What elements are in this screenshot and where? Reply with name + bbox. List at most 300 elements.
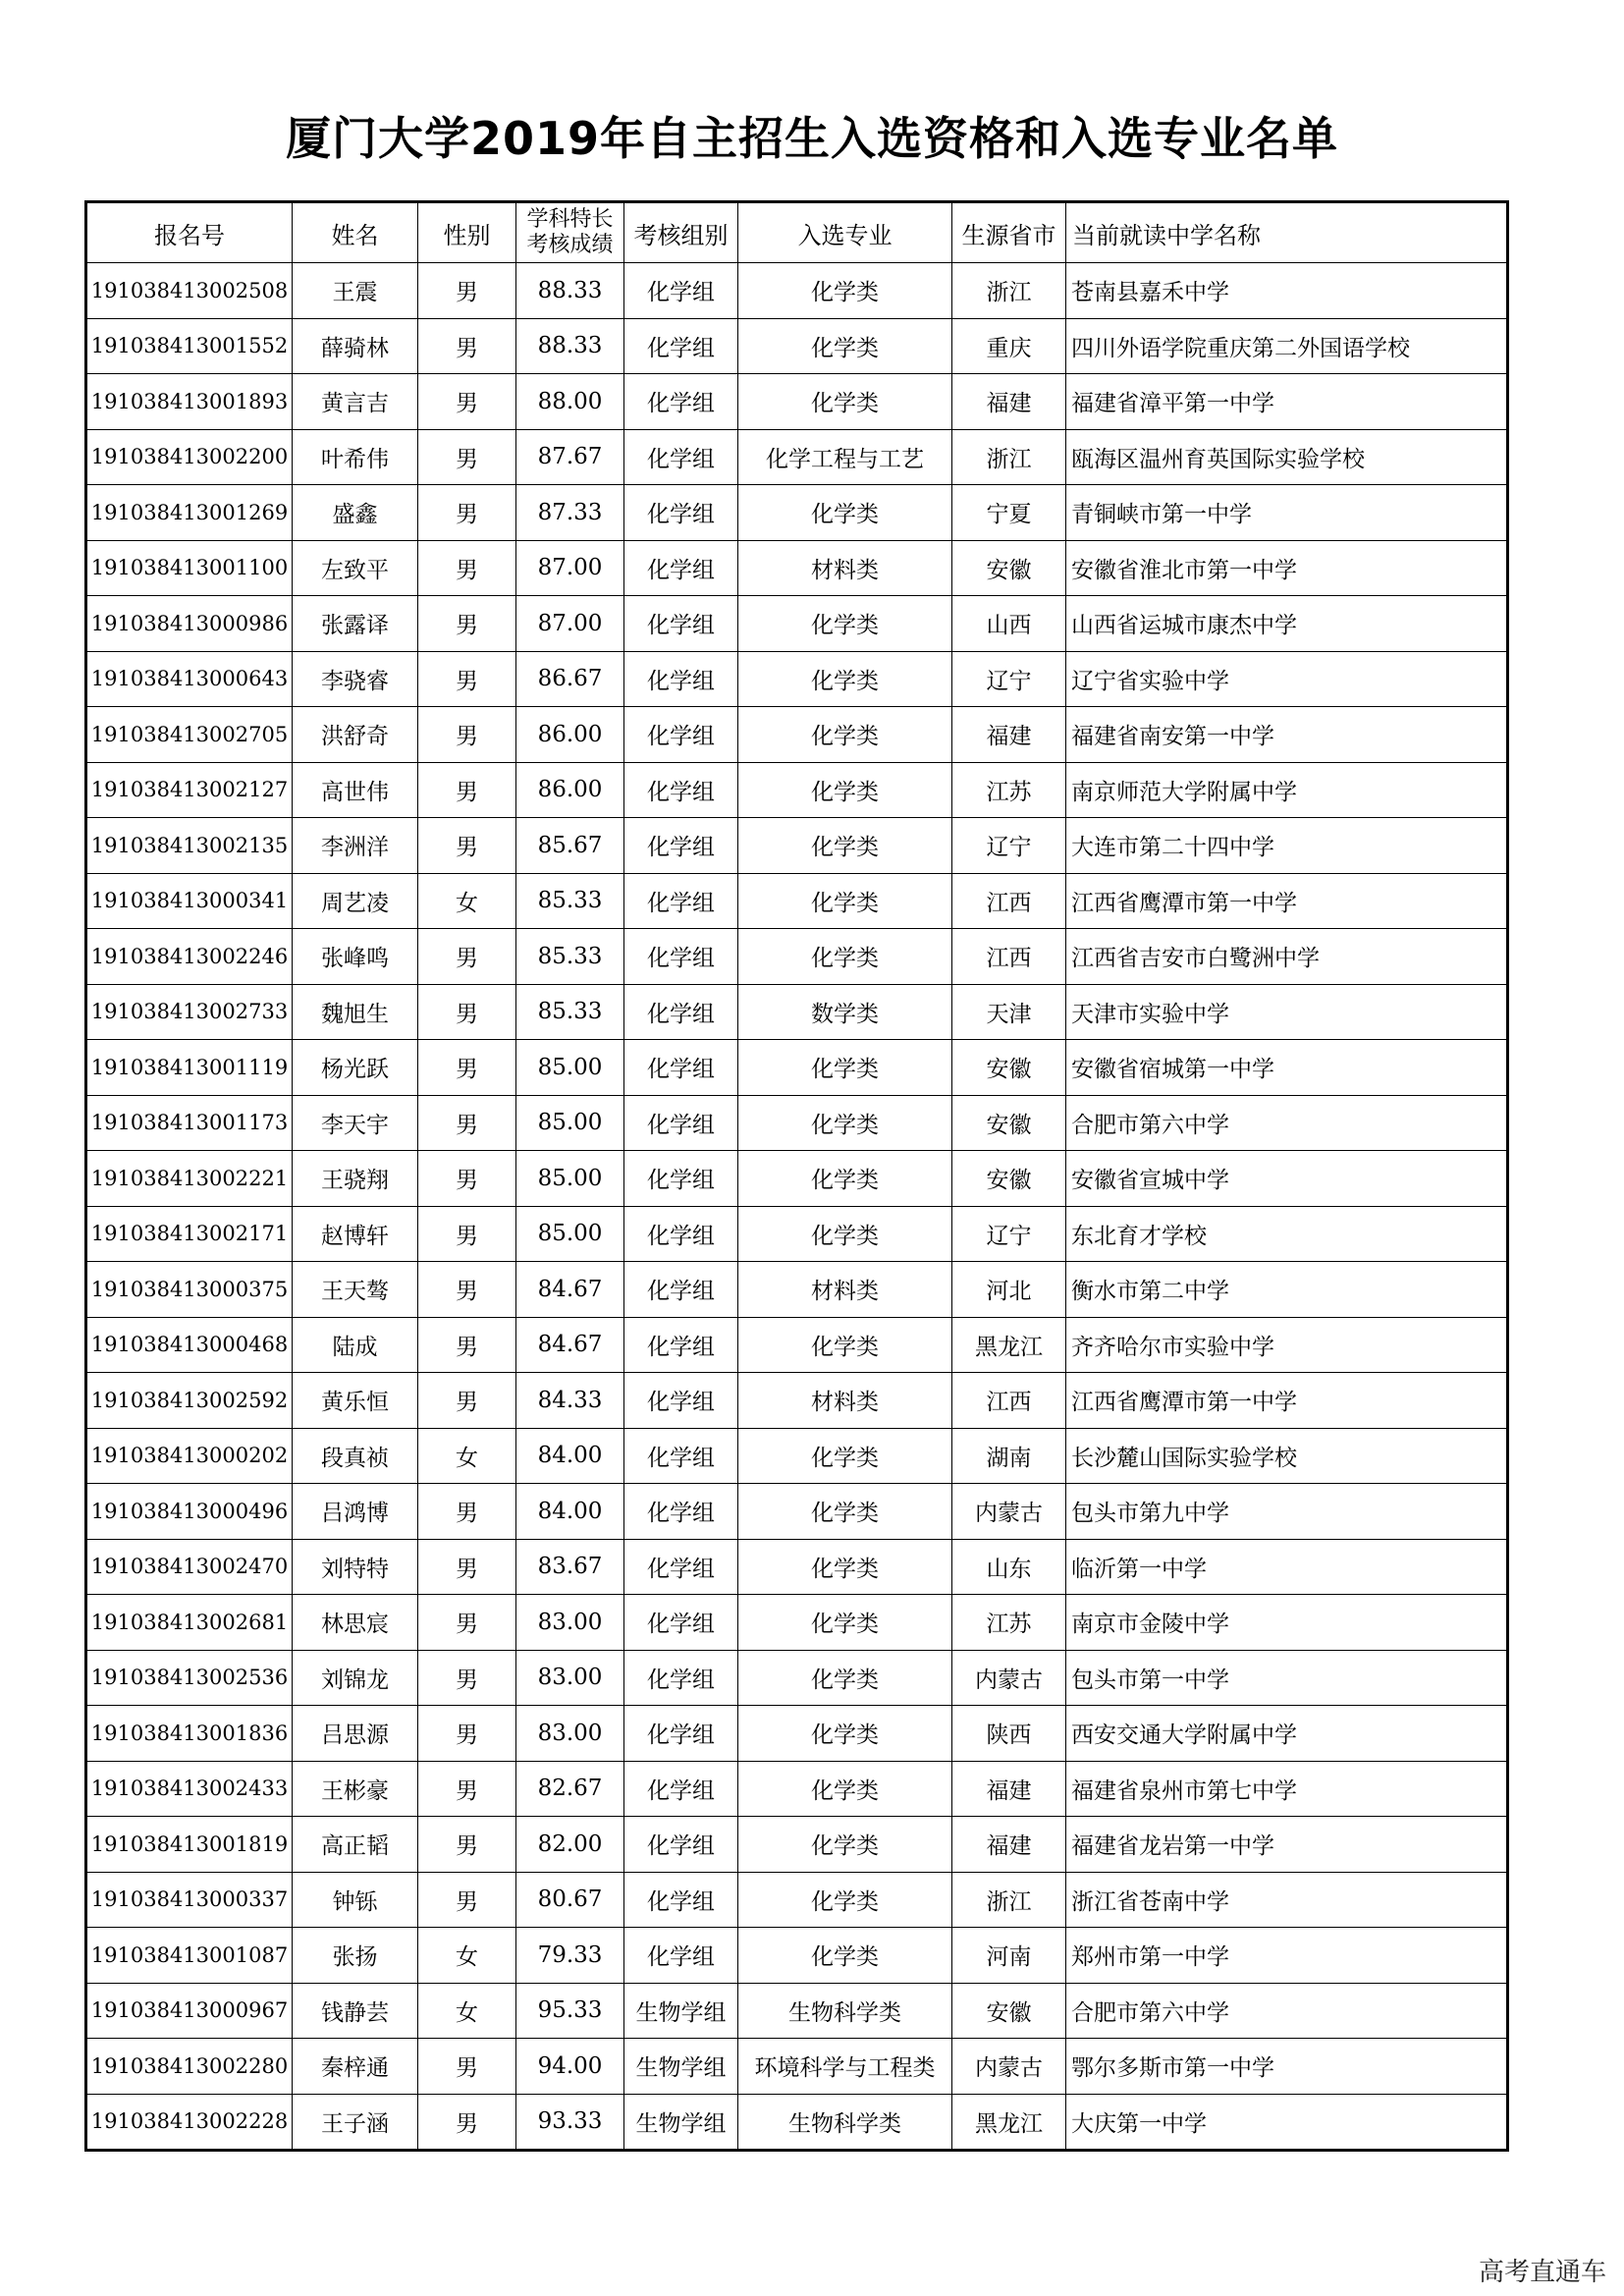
reg-no-cell: 191038413000375 bbox=[86, 1262, 293, 1318]
reg-no-cell: 191038413002592 bbox=[86, 1373, 293, 1429]
province-cell: 内蒙古 bbox=[952, 1484, 1066, 1540]
name-cell: 钟铄 bbox=[293, 1872, 418, 1928]
name-cell: 张峰鸣 bbox=[293, 929, 418, 985]
reg-no-cell: 191038413002246 bbox=[86, 929, 293, 985]
group-cell: 化学组 bbox=[624, 1817, 738, 1873]
reg-no-cell: 191038413002536 bbox=[86, 1650, 293, 1706]
group-cell: 化学组 bbox=[624, 1151, 738, 1207]
gender-cell: 男 bbox=[418, 1706, 516, 1762]
group-cell: 化学组 bbox=[624, 873, 738, 929]
gender-cell: 男 bbox=[418, 429, 516, 485]
score-cell: 83.00 bbox=[516, 1650, 624, 1706]
province-cell: 福建 bbox=[952, 1817, 1066, 1873]
score-cell: 86.00 bbox=[516, 762, 624, 818]
gender-cell: 男 bbox=[418, 374, 516, 430]
table-row bbox=[86, 1095, 1508, 1151]
header-score bbox=[516, 202, 624, 263]
major-cell: 化学类 bbox=[738, 707, 952, 763]
reg-no-cell: 191038413002171 bbox=[86, 1206, 293, 1262]
name-cell: 黄乐恒 bbox=[293, 1373, 418, 1429]
name-cell: 李洲洋 bbox=[293, 818, 418, 874]
group-cell: 化学组 bbox=[624, 1928, 738, 1984]
table-header-row bbox=[86, 202, 1508, 263]
name-cell: 左致平 bbox=[293, 540, 418, 596]
reg-no-cell: 191038413001893 bbox=[86, 374, 293, 430]
gender-cell: 男 bbox=[418, 318, 516, 374]
school-cell: 大连市第二十四中学 bbox=[1066, 818, 1508, 874]
reg-no-cell: 191038413002681 bbox=[86, 1595, 293, 1651]
province-cell: 黑龙江 bbox=[952, 2094, 1066, 2151]
score-cell: 79.33 bbox=[516, 1928, 624, 1984]
score-cell: 85.00 bbox=[516, 1151, 624, 1207]
table-row bbox=[86, 929, 1508, 985]
header-gender: 性别 bbox=[418, 202, 516, 263]
table-row bbox=[86, 2039, 1508, 2095]
major-cell: 材料类 bbox=[738, 1373, 952, 1429]
score-cell: 84.67 bbox=[516, 1262, 624, 1318]
school-cell: 长沙麓山国际实验学校 bbox=[1066, 1428, 1508, 1484]
table-row bbox=[86, 374, 1508, 430]
group-cell: 化学组 bbox=[624, 1317, 738, 1373]
score-cell: 80.67 bbox=[516, 1872, 624, 1928]
group-cell: 化学组 bbox=[624, 1373, 738, 1429]
group-cell: 化学组 bbox=[624, 929, 738, 985]
major-cell: 化学类 bbox=[738, 1928, 952, 1984]
name-cell: 李骁睿 bbox=[293, 651, 418, 707]
gender-cell: 男 bbox=[418, 1151, 516, 1207]
group-cell: 化学组 bbox=[624, 1706, 738, 1762]
major-cell: 生物科学类 bbox=[738, 1983, 952, 2039]
province-cell: 河北 bbox=[952, 1262, 1066, 1318]
group-cell: 生物学组 bbox=[624, 2094, 738, 2151]
reg-no-cell: 191038413001100 bbox=[86, 540, 293, 596]
score-cell: 87.00 bbox=[516, 596, 624, 652]
gender-cell: 男 bbox=[418, 1373, 516, 1429]
school-cell: 齐齐哈尔市实验中学 bbox=[1066, 1317, 1508, 1373]
province-cell: 辽宁 bbox=[952, 1206, 1066, 1262]
gender-cell: 男 bbox=[418, 485, 516, 541]
group-cell: 化学组 bbox=[624, 429, 738, 485]
school-cell: 浙江省苍南中学 bbox=[1066, 1872, 1508, 1928]
reg-no-cell: 191038413002280 bbox=[86, 2039, 293, 2095]
gender-cell: 男 bbox=[418, 1539, 516, 1595]
reg-no-cell: 191038413002733 bbox=[86, 984, 293, 1040]
gender-cell: 男 bbox=[418, 1761, 516, 1817]
school-cell: 辽宁省实验中学 bbox=[1066, 651, 1508, 707]
school-cell: 福建省南安第一中学 bbox=[1066, 707, 1508, 763]
major-cell: 化学类 bbox=[738, 651, 952, 707]
score-cell: 83.67 bbox=[516, 1539, 624, 1595]
group-cell: 化学组 bbox=[624, 1595, 738, 1651]
major-cell: 材料类 bbox=[738, 1262, 952, 1318]
province-cell: 安徽 bbox=[952, 540, 1066, 596]
major-cell: 化学类 bbox=[738, 1151, 952, 1207]
gender-cell: 男 bbox=[418, 1095, 516, 1151]
table-row bbox=[86, 1484, 1508, 1540]
major-cell: 化学类 bbox=[738, 1040, 952, 1096]
gender-cell: 女 bbox=[418, 1928, 516, 1984]
name-cell: 王震 bbox=[293, 263, 418, 319]
major-cell: 环境科学与工程类 bbox=[738, 2039, 952, 2095]
score-cell: 82.67 bbox=[516, 1761, 624, 1817]
school-cell: 南京师范大学附属中学 bbox=[1066, 762, 1508, 818]
major-cell: 化学类 bbox=[738, 1484, 952, 1540]
name-cell: 薛骑林 bbox=[293, 318, 418, 374]
name-cell: 秦梓通 bbox=[293, 2039, 418, 2095]
score-cell: 88.33 bbox=[516, 263, 624, 319]
province-cell: 江西 bbox=[952, 1373, 1066, 1429]
group-cell: 化学组 bbox=[624, 1761, 738, 1817]
name-cell: 洪舒奇 bbox=[293, 707, 418, 763]
table-body bbox=[86, 263, 1508, 2151]
page-title: 厦门大学2019年自主招生入选资格和入选专业名单 bbox=[285, 112, 1339, 165]
reg-no-cell: 191038413002470 bbox=[86, 1539, 293, 1595]
table-row bbox=[86, 1206, 1508, 1262]
score-cell: 85.00 bbox=[516, 1206, 624, 1262]
score-cell: 86.00 bbox=[516, 707, 624, 763]
score-cell: 94.00 bbox=[516, 2039, 624, 2095]
province-cell: 内蒙古 bbox=[952, 1650, 1066, 1706]
school-cell: 包头市第一中学 bbox=[1066, 1650, 1508, 1706]
score-cell: 85.33 bbox=[516, 929, 624, 985]
name-cell: 黄言吉 bbox=[293, 374, 418, 430]
header-score-line1: 学科特长 bbox=[526, 207, 614, 232]
score-cell: 83.00 bbox=[516, 1595, 624, 1651]
score-cell: 84.00 bbox=[516, 1484, 624, 1540]
reg-no-cell: 191038413001087 bbox=[86, 1928, 293, 1984]
major-cell: 化学类 bbox=[738, 485, 952, 541]
school-cell: 西安交通大学附属中学 bbox=[1066, 1706, 1508, 1762]
name-cell: 吕鸿博 bbox=[293, 1484, 418, 1540]
table-row bbox=[86, 1428, 1508, 1484]
province-cell: 陕西 bbox=[952, 1706, 1066, 1762]
gender-cell: 男 bbox=[418, 1206, 516, 1262]
table-row bbox=[86, 1539, 1508, 1595]
school-cell: 临沂第一中学 bbox=[1066, 1539, 1508, 1595]
province-cell: 安徽 bbox=[952, 1040, 1066, 1096]
province-cell: 江西 bbox=[952, 929, 1066, 985]
name-cell: 叶希伟 bbox=[293, 429, 418, 485]
gender-cell: 男 bbox=[418, 2094, 516, 2151]
province-cell: 福建 bbox=[952, 374, 1066, 430]
reg-no-cell: 191038413000341 bbox=[86, 873, 293, 929]
reg-no-cell: 191038413000468 bbox=[86, 1317, 293, 1373]
major-cell: 化学类 bbox=[738, 873, 952, 929]
reg-no-cell: 191038413001819 bbox=[86, 1817, 293, 1873]
table-row bbox=[86, 1872, 1508, 1928]
school-cell: 江西省鹰潭市第一中学 bbox=[1066, 1373, 1508, 1429]
score-cell: 85.00 bbox=[516, 1095, 624, 1151]
name-cell: 周艺凌 bbox=[293, 873, 418, 929]
reg-no-cell: 191038413002705 bbox=[86, 707, 293, 763]
group-cell: 化学组 bbox=[624, 318, 738, 374]
school-cell: 苍南县嘉禾中学 bbox=[1066, 263, 1508, 319]
group-cell: 化学组 bbox=[624, 485, 738, 541]
score-cell: 84.33 bbox=[516, 1373, 624, 1429]
name-cell: 李天宇 bbox=[293, 1095, 418, 1151]
score-cell: 85.33 bbox=[516, 873, 624, 929]
gender-cell: 男 bbox=[418, 1317, 516, 1373]
table-row bbox=[86, 429, 1508, 485]
province-cell: 浙江 bbox=[952, 263, 1066, 319]
table-row bbox=[86, 1262, 1508, 1318]
table-row bbox=[86, 1650, 1508, 1706]
header-school: 当前就读中学名称 bbox=[1066, 202, 1508, 263]
header-province: 生源省市 bbox=[952, 202, 1066, 263]
score-cell: 93.33 bbox=[516, 2094, 624, 2151]
major-cell: 化学类 bbox=[738, 263, 952, 319]
score-cell: 84.00 bbox=[516, 1428, 624, 1484]
province-cell: 安徽 bbox=[952, 1151, 1066, 1207]
school-cell: 江西省鹰潭市第一中学 bbox=[1066, 873, 1508, 929]
table-row bbox=[86, 1317, 1508, 1373]
group-cell: 化学组 bbox=[624, 707, 738, 763]
gender-cell: 男 bbox=[418, 540, 516, 596]
gender-cell: 女 bbox=[418, 1983, 516, 2039]
score-cell: 83.00 bbox=[516, 1706, 624, 1762]
table-row bbox=[86, 1983, 1508, 2039]
reg-no-cell: 191038413002433 bbox=[86, 1761, 293, 1817]
province-cell: 重庆 bbox=[952, 318, 1066, 374]
name-cell: 王骁翔 bbox=[293, 1151, 418, 1207]
school-cell: 安徽省宣城中学 bbox=[1066, 1151, 1508, 1207]
major-cell: 材料类 bbox=[738, 540, 952, 596]
major-cell: 化学类 bbox=[738, 1206, 952, 1262]
reg-no-cell: 191038413002127 bbox=[86, 762, 293, 818]
group-cell: 化学组 bbox=[624, 984, 738, 1040]
school-cell: 大庆第一中学 bbox=[1066, 2094, 1508, 2151]
gender-cell: 男 bbox=[418, 1595, 516, 1651]
name-cell: 魏旭生 bbox=[293, 984, 418, 1040]
name-cell: 王子涵 bbox=[293, 2094, 418, 2151]
name-cell: 陆成 bbox=[293, 1317, 418, 1373]
name-cell: 王彬豪 bbox=[293, 1761, 418, 1817]
major-cell: 化学类 bbox=[738, 818, 952, 874]
group-cell: 化学组 bbox=[624, 1872, 738, 1928]
header-score-line2: 考核成绩 bbox=[526, 233, 614, 257]
school-cell: 福建省漳平第一中学 bbox=[1066, 374, 1508, 430]
school-cell: 包头市第九中学 bbox=[1066, 1484, 1508, 1540]
name-cell: 刘锦龙 bbox=[293, 1650, 418, 1706]
school-cell: 鄂尔多斯市第一中学 bbox=[1066, 2039, 1508, 2095]
table-row bbox=[86, 2094, 1508, 2151]
major-cell: 化学类 bbox=[738, 929, 952, 985]
reg-no-cell: 191038413000337 bbox=[86, 1872, 293, 1928]
major-cell: 化学类 bbox=[738, 762, 952, 818]
header-group: 考核组别 bbox=[624, 202, 738, 263]
school-cell: 青铜峡市第一中学 bbox=[1066, 485, 1508, 541]
province-cell: 辽宁 bbox=[952, 651, 1066, 707]
province-cell: 湖南 bbox=[952, 1428, 1066, 1484]
major-cell: 化学类 bbox=[738, 1595, 952, 1651]
province-cell: 福建 bbox=[952, 1761, 1066, 1817]
table-row bbox=[86, 318, 1508, 374]
score-cell: 85.33 bbox=[516, 984, 624, 1040]
reg-no-cell: 191038413002221 bbox=[86, 1151, 293, 1207]
header-major: 入选专业 bbox=[738, 202, 952, 263]
school-cell: 天津市实验中学 bbox=[1066, 984, 1508, 1040]
score-cell: 84.67 bbox=[516, 1317, 624, 1373]
province-cell: 山东 bbox=[952, 1539, 1066, 1595]
group-cell: 化学组 bbox=[624, 374, 738, 430]
score-cell: 87.00 bbox=[516, 540, 624, 596]
gender-cell: 男 bbox=[418, 596, 516, 652]
table-row bbox=[86, 984, 1508, 1040]
gender-cell: 男 bbox=[418, 2039, 516, 2095]
school-cell: 衡水市第二中学 bbox=[1066, 1262, 1508, 1318]
gender-cell: 男 bbox=[418, 263, 516, 319]
table-row bbox=[86, 1151, 1508, 1207]
name-cell: 杨光跃 bbox=[293, 1040, 418, 1096]
score-cell: 86.67 bbox=[516, 651, 624, 707]
major-cell: 化学类 bbox=[738, 1539, 952, 1595]
group-cell: 化学组 bbox=[624, 1428, 738, 1484]
name-cell: 吕思源 bbox=[293, 1706, 418, 1762]
reg-no-cell: 191038413001836 bbox=[86, 1706, 293, 1762]
reg-no-cell: 191038413000643 bbox=[86, 651, 293, 707]
table-row bbox=[86, 818, 1508, 874]
group-cell: 化学组 bbox=[624, 1539, 738, 1595]
gender-cell: 男 bbox=[418, 1484, 516, 1540]
table-row bbox=[86, 1373, 1508, 1429]
table-row bbox=[86, 1706, 1508, 1762]
table-row bbox=[86, 1817, 1508, 1873]
table-row bbox=[86, 1928, 1508, 1984]
major-cell: 化学类 bbox=[738, 318, 952, 374]
major-cell: 数学类 bbox=[738, 984, 952, 1040]
school-cell: 瓯海区温州育英国际实验学校 bbox=[1066, 429, 1508, 485]
major-cell: 化学类 bbox=[738, 1706, 952, 1762]
reg-no-cell: 191038413001173 bbox=[86, 1095, 293, 1151]
watermark: 高考直通车 bbox=[1478, 2258, 1606, 2287]
group-cell: 化学组 bbox=[624, 540, 738, 596]
reg-no-cell: 191038413002135 bbox=[86, 818, 293, 874]
name-cell: 高正韬 bbox=[293, 1817, 418, 1873]
table-row bbox=[86, 762, 1508, 818]
table-row bbox=[86, 873, 1508, 929]
province-cell: 浙江 bbox=[952, 1872, 1066, 1928]
major-cell: 化学类 bbox=[738, 1317, 952, 1373]
reg-no-cell: 191038413002200 bbox=[86, 429, 293, 485]
reg-no-cell: 191038413000496 bbox=[86, 1484, 293, 1540]
name-cell: 刘特特 bbox=[293, 1539, 418, 1595]
province-cell: 安徽 bbox=[952, 1095, 1066, 1151]
school-cell: 安徽省宿城第一中学 bbox=[1066, 1040, 1508, 1096]
province-cell: 内蒙古 bbox=[952, 2039, 1066, 2095]
reg-no-cell: 191038413001119 bbox=[86, 1040, 293, 1096]
gender-cell: 女 bbox=[418, 1428, 516, 1484]
gender-cell: 男 bbox=[418, 762, 516, 818]
score-cell: 88.33 bbox=[516, 318, 624, 374]
table-row bbox=[86, 1040, 1508, 1096]
gender-cell: 男 bbox=[418, 1650, 516, 1706]
school-cell: 郑州市第一中学 bbox=[1066, 1928, 1508, 1984]
gender-cell: 男 bbox=[418, 1040, 516, 1096]
name-cell: 段真祯 bbox=[293, 1428, 418, 1484]
score-cell: 85.00 bbox=[516, 1040, 624, 1096]
major-cell: 化学类 bbox=[738, 1872, 952, 1928]
gender-cell: 男 bbox=[418, 1262, 516, 1318]
gender-cell: 男 bbox=[418, 929, 516, 985]
gender-cell: 女 bbox=[418, 873, 516, 929]
major-cell: 化学类 bbox=[738, 1650, 952, 1706]
group-cell: 化学组 bbox=[624, 1262, 738, 1318]
gender-cell: 男 bbox=[418, 1872, 516, 1928]
reg-no-cell: 191038413000202 bbox=[86, 1428, 293, 1484]
province-cell: 河南 bbox=[952, 1928, 1066, 1984]
province-cell: 宁夏 bbox=[952, 485, 1066, 541]
province-cell: 辽宁 bbox=[952, 818, 1066, 874]
group-cell: 化学组 bbox=[624, 1040, 738, 1096]
major-cell: 生物科学类 bbox=[738, 2094, 952, 2151]
table-row bbox=[86, 707, 1508, 763]
gender-cell: 男 bbox=[418, 818, 516, 874]
major-cell: 化学类 bbox=[738, 1761, 952, 1817]
table-row bbox=[86, 596, 1508, 652]
table-row bbox=[86, 540, 1508, 596]
score-cell: 87.33 bbox=[516, 485, 624, 541]
name-cell: 赵博轩 bbox=[293, 1206, 418, 1262]
school-cell: 四川外语学院重庆第二外国语学校 bbox=[1066, 318, 1508, 374]
admission-list-table bbox=[84, 200, 1509, 2152]
gender-cell: 男 bbox=[418, 707, 516, 763]
major-cell: 化学工程与工艺 bbox=[738, 429, 952, 485]
score-cell: 88.00 bbox=[516, 374, 624, 430]
score-cell: 87.67 bbox=[516, 429, 624, 485]
table-row bbox=[86, 651, 1508, 707]
group-cell: 化学组 bbox=[624, 818, 738, 874]
group-cell: 化学组 bbox=[624, 596, 738, 652]
major-cell: 化学类 bbox=[738, 1095, 952, 1151]
school-cell: 山西省运城市康杰中学 bbox=[1066, 596, 1508, 652]
group-cell: 化学组 bbox=[624, 1650, 738, 1706]
province-cell: 江苏 bbox=[952, 762, 1066, 818]
table-row bbox=[86, 485, 1508, 541]
table-row bbox=[86, 263, 1508, 319]
gender-cell: 男 bbox=[418, 651, 516, 707]
major-cell: 化学类 bbox=[738, 1817, 952, 1873]
school-cell: 福建省泉州市第七中学 bbox=[1066, 1761, 1508, 1817]
major-cell: 化学类 bbox=[738, 1428, 952, 1484]
province-cell: 山西 bbox=[952, 596, 1066, 652]
province-cell: 江西 bbox=[952, 873, 1066, 929]
table-row bbox=[86, 1761, 1508, 1817]
school-cell: 福建省龙岩第一中学 bbox=[1066, 1817, 1508, 1873]
name-cell: 林思宸 bbox=[293, 1595, 418, 1651]
score-cell: 95.33 bbox=[516, 1983, 624, 2039]
name-cell: 钱静芸 bbox=[293, 1983, 418, 2039]
header-reg-no: 报名号 bbox=[86, 202, 293, 263]
major-cell: 化学类 bbox=[738, 374, 952, 430]
province-cell: 浙江 bbox=[952, 429, 1066, 485]
score-cell: 85.67 bbox=[516, 818, 624, 874]
group-cell: 化学组 bbox=[624, 263, 738, 319]
name-cell: 高世伟 bbox=[293, 762, 418, 818]
group-cell: 生物学组 bbox=[624, 1983, 738, 2039]
gender-cell: 男 bbox=[418, 984, 516, 1040]
score-cell: 82.00 bbox=[516, 1817, 624, 1873]
province-cell: 安徽 bbox=[952, 1983, 1066, 2039]
school-cell: 合肥市第六中学 bbox=[1066, 1095, 1508, 1151]
school-cell: 江西省吉安市白鹭洲中学 bbox=[1066, 929, 1508, 985]
school-cell: 南京市金陵中学 bbox=[1066, 1595, 1508, 1651]
gender-cell: 男 bbox=[418, 1817, 516, 1873]
province-cell: 天津 bbox=[952, 984, 1066, 1040]
group-cell: 生物学组 bbox=[624, 2039, 738, 2095]
major-cell: 化学类 bbox=[738, 596, 952, 652]
name-cell: 张露译 bbox=[293, 596, 418, 652]
province-cell: 江苏 bbox=[952, 1595, 1066, 1651]
